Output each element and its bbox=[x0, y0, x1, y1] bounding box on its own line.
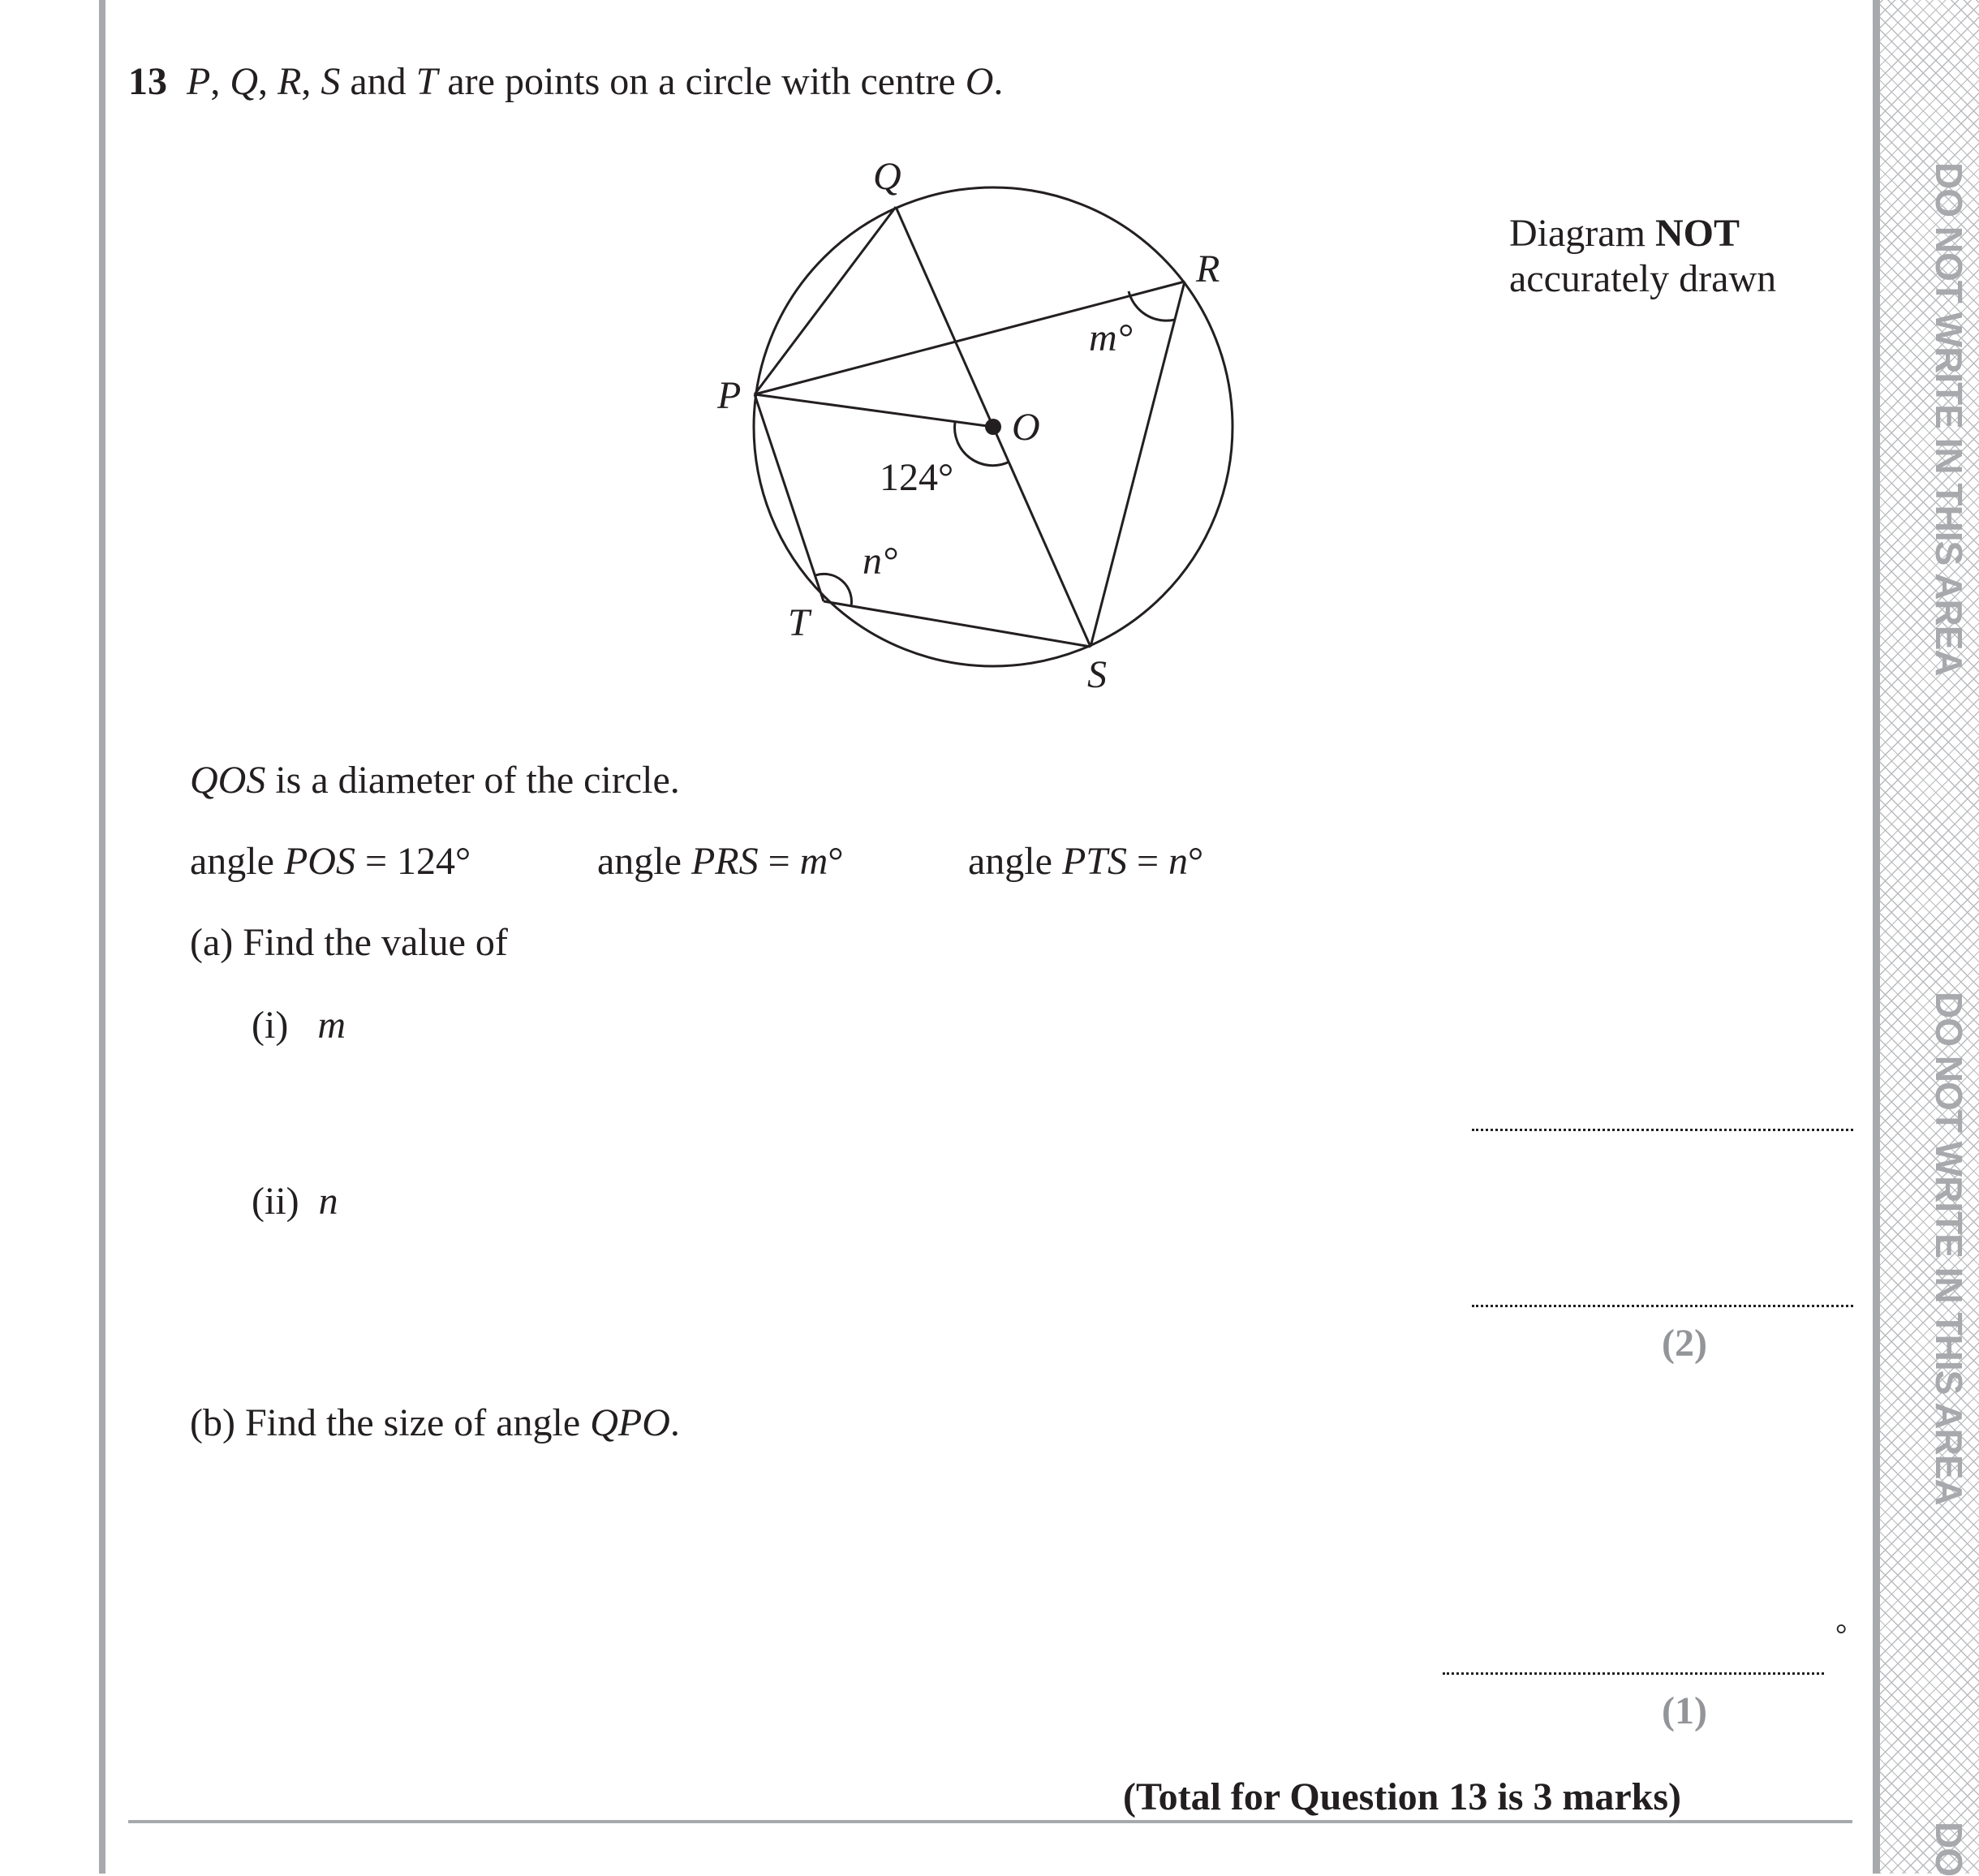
part-a-i-var: m bbox=[317, 1004, 346, 1047]
and-word: and bbox=[340, 60, 416, 103]
angle-name: POS bbox=[283, 840, 355, 883]
label-q: Q bbox=[873, 155, 901, 198]
diameter-statement bbox=[190, 761, 680, 800]
point-r: R bbox=[277, 60, 302, 103]
angle-eq: = bbox=[758, 840, 800, 883]
label-124-angle: 124° bbox=[880, 456, 954, 499]
part-a-i bbox=[252, 1006, 346, 1045]
marks-part-b: (1) bbox=[1662, 1689, 1707, 1732]
chord-qp bbox=[755, 207, 896, 394]
angle-value: = 124° bbox=[355, 840, 471, 883]
margin-warning-2: DO NOT WRITE IN THIS AREA bbox=[1928, 992, 1970, 1505]
angle-pts-fact bbox=[968, 842, 1203, 881]
part-b-label: (b) bbox=[190, 1401, 235, 1444]
centre-o: O bbox=[965, 60, 994, 103]
label-p: P bbox=[717, 374, 742, 417]
angle-pos-fact bbox=[190, 842, 471, 881]
stem-rest: are points on a circle with centre bbox=[437, 60, 966, 103]
degree-symbol: ° bbox=[1835, 1618, 1848, 1650]
part-a-ii bbox=[252, 1182, 338, 1221]
point-q: Q bbox=[230, 60, 258, 103]
part-a-label: (a) bbox=[190, 921, 234, 964]
angle-eq: = bbox=[1126, 840, 1169, 883]
angle-prs-fact bbox=[597, 842, 844, 881]
label-o: O bbox=[1012, 406, 1040, 449]
part-b-angle: QPO bbox=[590, 1401, 670, 1444]
angle-arc-prs bbox=[1129, 291, 1175, 321]
answer-line-a-i[interactable] bbox=[1472, 1129, 1853, 1131]
marks-part-a: (2) bbox=[1662, 1322, 1707, 1365]
diameter-rest: is a diameter of the circle. bbox=[265, 759, 680, 802]
question-number: 13 bbox=[128, 60, 167, 103]
label-t: T bbox=[788, 601, 810, 644]
point-s: S bbox=[321, 60, 341, 103]
diagram-note bbox=[1509, 211, 1776, 301]
part-b-text: Find the size of angle bbox=[244, 1401, 591, 1444]
answer-line-b[interactable] bbox=[1443, 1672, 1824, 1675]
angle-name: PRS bbox=[690, 840, 759, 883]
part-a-text: Find the value of bbox=[243, 921, 508, 964]
label-r: R bbox=[1196, 247, 1220, 290]
point-p: P bbox=[187, 60, 211, 103]
part-a-ii-label: (ii) bbox=[252, 1180, 299, 1223]
label-m-angle: m° bbox=[1089, 316, 1133, 359]
sep: , bbox=[258, 60, 277, 103]
angle-name: PTS bbox=[1061, 840, 1127, 883]
angle-prefix: angle bbox=[597, 840, 691, 883]
chord-ts bbox=[824, 601, 1091, 647]
angle-prefix: angle bbox=[190, 840, 284, 883]
sep: , bbox=[210, 60, 230, 103]
note-line2: accurately drawn bbox=[1509, 256, 1777, 300]
diameter-name: QOS bbox=[190, 759, 266, 802]
margin-warning-3: DO bbox=[1928, 1822, 1970, 1876]
part-b-end: . bbox=[669, 1401, 680, 1444]
part-b-heading bbox=[190, 1401, 680, 1444]
part-a-heading bbox=[190, 923, 508, 962]
angle-prefix: angle bbox=[968, 840, 1062, 883]
part-a-ii-var: n bbox=[318, 1180, 338, 1223]
note-prefix: Diagram bbox=[1509, 212, 1655, 255]
angle-deg: ° bbox=[1188, 840, 1204, 883]
angle-var: n bbox=[1168, 840, 1189, 883]
point-t: T bbox=[415, 60, 438, 103]
note-bold: NOT bbox=[1654, 212, 1740, 255]
answer-line-a-ii[interactable] bbox=[1472, 1305, 1853, 1307]
label-n-angle: n° bbox=[863, 540, 898, 583]
part-a-i-label: (i) bbox=[252, 1004, 289, 1047]
radius-po bbox=[755, 394, 993, 427]
angle-var: m bbox=[799, 840, 828, 883]
centre-dot bbox=[985, 419, 1001, 435]
label-s: S bbox=[1087, 653, 1107, 696]
bottom-rule bbox=[128, 1820, 1852, 1823]
question-total: (Total for Question 13 is 3 marks) bbox=[1123, 1775, 1682, 1818]
sep: , bbox=[301, 60, 321, 103]
margin-warning-1: DO NOT WRITE IN THIS AREA bbox=[1928, 162, 1970, 676]
stem-end: . bbox=[993, 60, 1004, 103]
angle-deg: ° bbox=[828, 840, 844, 883]
